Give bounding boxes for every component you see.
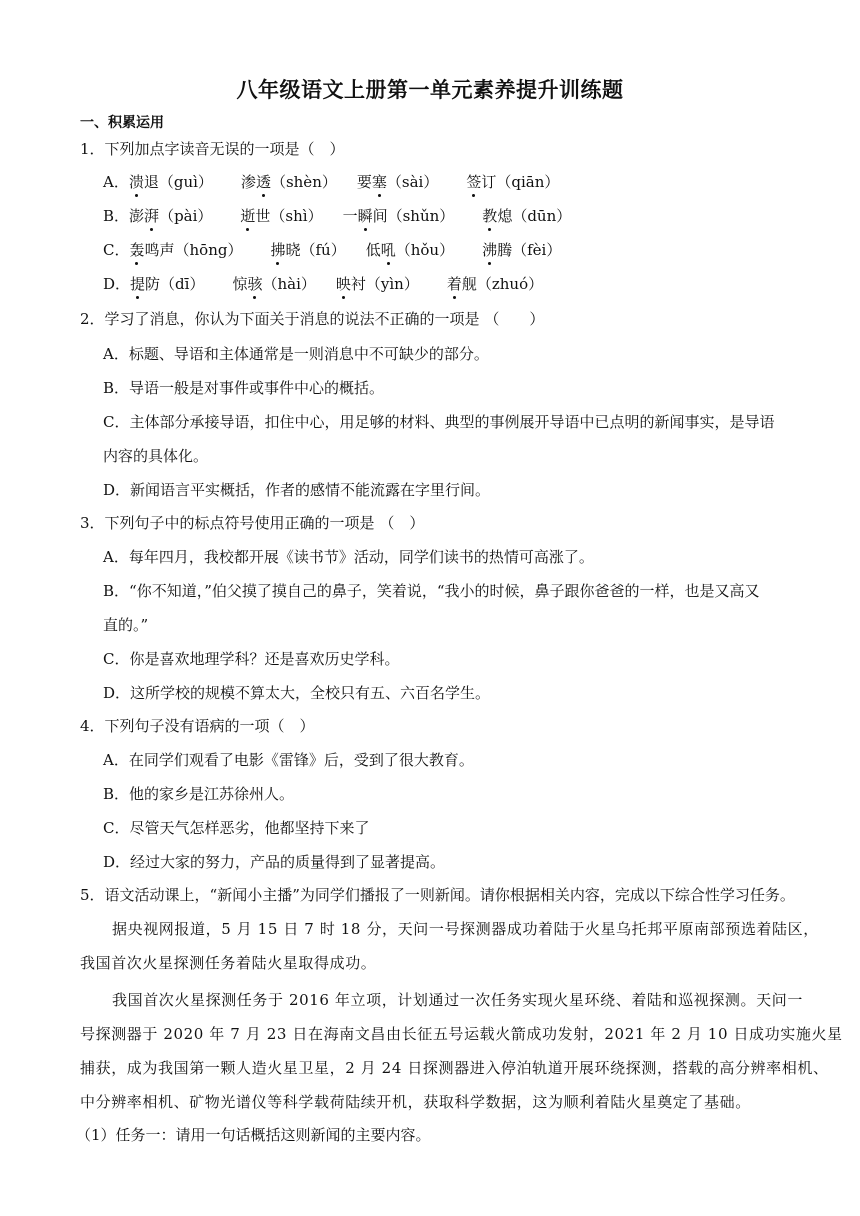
dotted-char: 透: [255, 173, 271, 191]
pinyin-item: [232, 275, 315, 293]
pinyin-item: [447, 275, 543, 293]
pinyin-item: [482, 207, 571, 225]
reading: （sài）: [386, 173, 439, 191]
question-4-option-c: C．尽管天气怎样恶劣，他都坚持下来了: [103, 819, 370, 837]
dotted-char: 沸: [482, 241, 498, 259]
pinyin-item: [241, 173, 337, 191]
pinyin-item: [336, 275, 419, 293]
dotted-char: 湃: [144, 207, 160, 225]
reading: 订（qiān）: [481, 173, 560, 191]
reading: 舰（zhuó）: [461, 275, 544, 293]
question-2-stem: 2．学习了消息，你认为下面关于消息的说法不正确的一项是 （ ）: [80, 310, 545, 328]
question-1-option-d: [103, 274, 543, 294]
task-1-prompt: （1）任务一：请用一句话概括这则新闻的主要内容。: [76, 1126, 431, 1144]
dotted-char: 逝: [240, 207, 256, 225]
dotted-char: 签: [466, 173, 482, 191]
section-heading: 一、积累运用: [80, 115, 164, 131]
dotted-char: 着: [446, 275, 462, 293]
news-paragraph-2-line-2: 号探测器于 2020 年 7 月 23 日在海南文昌由长征五号运载火箭成功发射，2021 年 2 月 10 日成功实施火星: [80, 1025, 843, 1043]
reading: 防（dī）: [145, 275, 205, 293]
option-label: D．: [103, 275, 131, 293]
question-3-stem: 3．下列句子中的标点符号使用正确的一项是 （ ）: [80, 514, 425, 532]
reading: （hǒu）: [395, 241, 455, 259]
question-3-option-c: C．你是喜欢地理学科？还是喜欢历史学科。: [103, 650, 400, 668]
pinyin-item: [129, 173, 213, 191]
reading: 鸣声（hōng）: [144, 241, 243, 259]
question-2-option-c-cont: 内容的具体化。: [103, 447, 209, 465]
pinyin-item: [129, 207, 212, 225]
plain-char: 澎: [129, 207, 145, 225]
dotted-char: 瞬: [357, 207, 373, 225]
question-1-option-a: [103, 172, 559, 192]
reading: （pài）: [159, 207, 213, 225]
dotted-char: 拂: [270, 241, 286, 259]
dotted-char: 塞: [371, 173, 387, 191]
pinyin-item: [240, 207, 322, 225]
reading: 熄（dūn）: [497, 207, 572, 225]
reading: 衬（yìn）: [350, 275, 419, 293]
question-3-option-b-cont: 直的。”: [103, 616, 149, 634]
news-paragraph-2-line-4: 中分辨率相机、矿物光谱仪等科学载荷陆续开机，获取科学数据，这为顺利着陆火星奠定了基础。: [80, 1093, 751, 1111]
question-2-option-c: C．主体部分承接导语，扣住中心，用足够的材料、典型的事例展开导语中已点明的新闻事实，是导语: [103, 413, 775, 431]
pinyin-item: [343, 207, 455, 225]
pinyin-item: [270, 241, 345, 259]
dotted-char: 提: [130, 275, 146, 293]
question-1-option-c: [103, 240, 561, 260]
dotted-char: 轰: [129, 241, 145, 259]
news-paragraph-2-line-3: 捕获，成为我国第一颗人造火星卫星，2 月 24 日探测器进入停泊轨道开展环绕探测，搭载的高分辨率相机、: [80, 1059, 829, 1077]
question-1-stem: 1．下列加点字读音无误的一项是（ ）: [80, 140, 345, 158]
plain-char: 一: [342, 207, 358, 225]
question-3-option-d: D．这所学校的规模不算太大，全校只有五、六百名学生。: [103, 684, 491, 702]
pinyin-item: [129, 241, 242, 259]
question-1-option-b: [103, 206, 571, 226]
news-paragraph-1-cont: 我国首次火星探测任务着陆火星取得成功。: [80, 954, 377, 972]
question-2-option-b: B．导语一般是对事件或事件中心的概括。: [103, 379, 385, 397]
question-4-stem: 4．下列句子没有语病的一项（ ）: [80, 717, 315, 735]
pinyin-item: [130, 275, 204, 293]
dotted-char: 骇: [247, 275, 263, 293]
news-paragraph-1: 据央视网报道，5 月 15 日 7 时 18 分，天问一号探测器成功着陆于火星乌托邦平原南部预选着陆区，: [112, 920, 819, 938]
option-label: B．: [103, 207, 130, 225]
reading: 腾（fèi）: [497, 241, 562, 259]
pinyin-item: [357, 173, 438, 191]
pinyin-item: [482, 241, 561, 259]
dotted-char: 教: [482, 207, 498, 225]
dotted-char: 溃: [128, 173, 144, 191]
reading: （shèn）: [270, 173, 337, 191]
plain-char: 要: [356, 173, 372, 191]
pinyin-item: [366, 241, 454, 259]
question-3-option-b: B．“你不知道，”伯父摸了摸自己的鼻子，笑着说，“我小的时候，鼻子跟你爸爸的一样，也是又高又: [103, 582, 760, 600]
dotted-char: 映: [335, 275, 351, 293]
question-2-option-d: D．新闻语言平实概括，作者的感情不能流露在字里行间。: [103, 481, 491, 499]
question-4-option-d: D．经过大家的努力，产品的质量得到了显著提高。: [103, 853, 446, 871]
plain-char: 渗: [240, 173, 256, 191]
reading: 世（shì）: [255, 207, 323, 225]
question-4-option-b: B．他的家乡是江苏徐州人。: [103, 785, 295, 803]
reading: 晓（fú）: [285, 241, 346, 259]
page-title: 八年级语文上册第一单元素养提升训练题: [236, 78, 624, 102]
question-4-option-a: A．在同学们观看了电影《雷锋》后，受到了很大教育。: [103, 751, 474, 769]
plain-char: 惊: [232, 275, 248, 293]
question-3-option-a: A．每年四月，我校都开展《读书节》活动，同学们读书的热情可高涨了。: [103, 548, 594, 566]
question-5-stem: 5．语文活动课上，“新闻小主播”为同学们播报了一则新闻。请你根据相关内容，完成以下综合性学习任务。: [80, 886, 795, 904]
pinyin-item: [466, 173, 559, 191]
plain-char: 低: [365, 241, 381, 259]
reading: 间（shǔn）: [372, 207, 455, 225]
question-2-option-a: A．标题、导语和主体通常是一则消息中不可缺少的部分。: [103, 345, 489, 363]
news-paragraph-2: 我国首次火星探测任务于 2016 年立项，计划通过一次任务实现火星环绕、着陆和巡视探测。天问一: [112, 991, 803, 1009]
reading: 退（guì）: [143, 173, 213, 191]
option-label: C．: [103, 241, 130, 259]
dotted-char: 吼: [380, 241, 396, 259]
reading: （hài）: [262, 275, 316, 293]
option-label: A．: [103, 173, 129, 191]
